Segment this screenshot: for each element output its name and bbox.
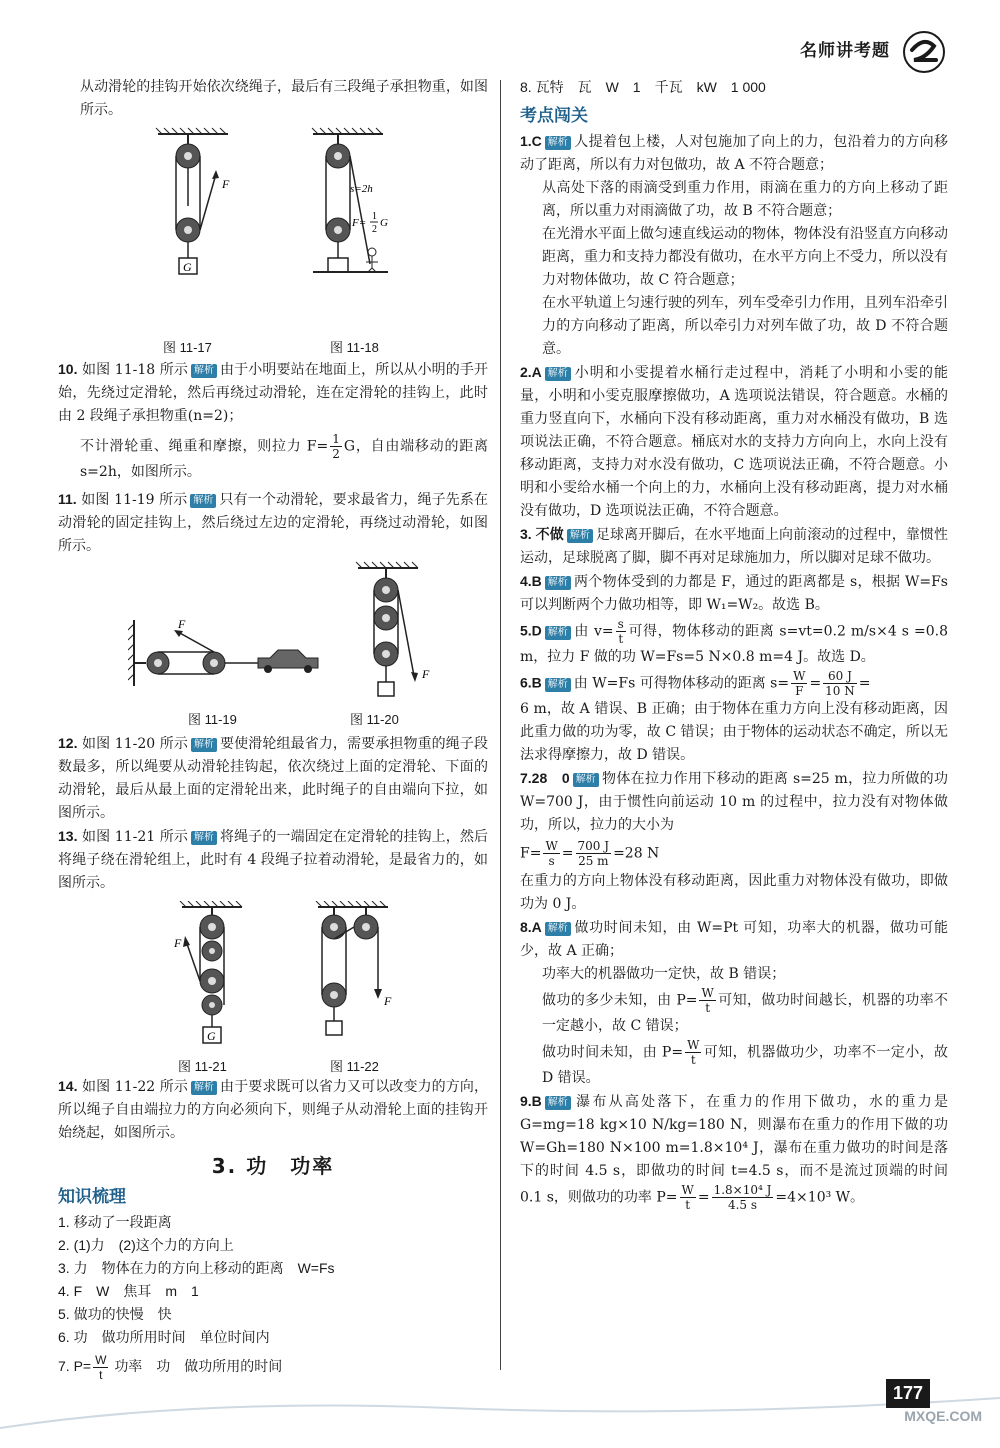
r8c-numerator: W: [701, 986, 714, 1000]
answer-12-text: 要使滑轮组最省力，需要承担物重的绳子段数最多，所以绳要从动滑轮挂钩起，依次绕过上面的定滑轮、下面的动滑轮，最后从最上面的定滑轮出来，此时绳子的自由端向下拉，如图所示。: [58, 736, 489, 821]
r9-denominator-2: 4.5 s: [727, 1198, 758, 1212]
r6-denominator-2: 10 N: [825, 684, 855, 698]
caption-fig-11-20: 图 11-20: [350, 712, 399, 727]
half-denominator: 2: [332, 447, 340, 461]
figures-11-21-22: [58, 895, 488, 1075]
r6-numerator-1: W: [793, 669, 806, 683]
analysis-tag: 解析: [191, 364, 217, 378]
analysis-tag: 解析: [567, 529, 593, 543]
answer-13-text: 将绳子的一端固定在定滑轮的挂钩上，然后将绳子绕在滑轮组上，此时有 4 段绳子拉着动滑轮，是最省力的，如图所示。: [58, 829, 489, 891]
answer-13-number: 13.: [58, 828, 78, 844]
knowledge-item-4: 4. F W 焦耳 m 1: [58, 1283, 199, 1299]
r6-numerator-2: 60 J: [823, 669, 857, 684]
answer-r5: [520, 617, 948, 669]
knowledge-item-6: 6. 功 做功所用时间 单位时间内: [58, 1329, 270, 1345]
section-checkpoint-heading: 考点闯关: [520, 106, 588, 126]
r5-numerator: s: [617, 617, 624, 631]
answer-10-cont: [58, 432, 488, 484]
answer-12-number: 12.: [58, 735, 78, 751]
answer-r8-d1: 做功时间未知，由 P=: [542, 1044, 684, 1061]
fig19-force-label: F: [178, 617, 186, 631]
answer-r1-c: 在光滑水平面上做匀速直线运动的物体，物体没有沿竖直方向移动距离，重力和支持力都没有做功，在水平方向上不受力，所以没有力对物体做功，故 C 符合题意；: [542, 226, 948, 288]
answer-r6-number: 6.B: [520, 674, 542, 691]
answer-14: [58, 1075, 488, 1145]
answer-r4-number: 4.B: [520, 573, 542, 589]
r9-numerator-1: W: [681, 1183, 694, 1197]
knowledge-list: [58, 1211, 488, 1382]
answer-r6: [520, 669, 948, 698]
section-knowledge-heading: 知识梳理: [58, 1187, 126, 1207]
r7-equals: =: [561, 845, 574, 862]
answer-14-text: 由于要求既可以省力又可以改变力的方向，所以绳子自由端拉力的方向必须向下，则绳子从动滑轮上面的挂钩开始绕起，如图所示。: [58, 1079, 489, 1141]
answer-r8: [520, 916, 948, 963]
r7-numerator-2: 700 J: [577, 839, 610, 853]
fig21-force-label: F: [174, 936, 182, 950]
caption-fig-11-18: 图 11-18: [330, 340, 379, 355]
answer-r9: [520, 1090, 948, 1212]
answer-r7: [520, 767, 948, 837]
brand-logo-icon: [900, 28, 948, 76]
answer-13: [58, 825, 488, 895]
analysis-tag: 解析: [190, 494, 216, 508]
caption-fig-11-19: 图 11-19: [188, 712, 237, 727]
fig22-force-label: F: [384, 994, 392, 1008]
half-numerator: 1: [332, 432, 340, 446]
answer-r5-number: 5.D: [520, 622, 542, 639]
knowledge-item-7-b: 功率 功 做功所用的时间: [114, 1358, 283, 1375]
left-column: [58, 76, 488, 1382]
analysis-tag: 解析: [545, 626, 571, 640]
knowledge-item-8: 8. 瓦特 瓦 W 1 千瓦 kW 1 000: [520, 79, 766, 95]
answer-r8-d2: 可知，机器做功少，功率不一定小，故 D 错误。: [542, 1044, 948, 1086]
answer-r1-text: 人提着包上楼，人对包施加了向上的力，包沿着力的方向移动了距离，所以有力对包做功，故 A 不符合题意；: [520, 134, 948, 173]
page-number: 177: [886, 1379, 930, 1408]
answer-10-text-c2: G，自由端移动的距离 s=2h，如图所示。: [80, 438, 488, 480]
analysis-tag: 解析: [545, 1096, 571, 1110]
answer-12-ref: 如图 11-20 所示: [82, 736, 188, 752]
r8d-denominator: t: [690, 1053, 696, 1067]
caption-fig-11-17: 图 11-17: [163, 340, 212, 355]
answer-r9-text: 瀑布从高处落下，在重力的作用下做功，水的重力是 G=mg=18 kg×10 N/kg=180 N，则瀑布在重力的作用下做的功 W=Gh=180 N×100 m=1.8×10⁴ J，瀑布在重力做功的时间是落下的时间 4.5 s，即做功的时间 t=4.5 s，而不是流过顶端的时间 0.1 s，则做功的功率 P=: [520, 1094, 948, 1206]
answer-10-number: 10.: [58, 361, 78, 377]
column-divider: [500, 80, 501, 1370]
answer-r1-d: 在水平轨道上匀速行驶的列车，列车受牵引力作用，且列车沿牵引力的方向移动了距离，所以牵引力对列车做了功，故 D 不符合题意。: [542, 295, 948, 357]
answer-11-ref: 如图 11-19 所示: [81, 492, 188, 508]
answer-r4-text: 两个物体受到的力都是 F，通过的距离都是 s，根据 W=Fs 可以判断两个力做功相等，即 W₁=W₂。故选 B。: [520, 574, 948, 613]
knowledge-item-2: 2. (1)力 (2)这个力的方向上: [58, 1237, 234, 1253]
answer-r2-text: 小明和小雯提着水桶行走过程中，消耗了小明和小雯的能量，小明和小雯克服摩擦做功，A 选项说法错误，符合题意。水桶的重力竖直向下，水桶向下没有移动距离，重力对水桶没有做功，B 选项说法正确，不符合题意。桶底对水的支持力方向向上，水向上没有移动距离，支持力对水没有做功，C 选项说法正确，不符合题意。小明和小雯给水桶一个向上的力，水桶向上没有移动距离，提力对水桶没有做功，D 选项说法正确，不符合题意。: [520, 365, 948, 519]
r6-denominator-1: F: [795, 684, 804, 698]
analysis-tag: 解析: [545, 678, 571, 692]
answer-13-ref: 如图 11-21 所示: [82, 829, 188, 845]
answer-11-number: 11.: [58, 491, 77, 507]
r9-numerator-2: 1.8×10⁴ J: [713, 1183, 772, 1197]
answer-r6-b: 6 m，故 A 错误、B 正确；由于物体在重力方向上没有移动距离，因此重力做的功为零，故 C 错误；由于物体的运动状态不确定，所以无法求得摩擦力，故 D 错误。: [520, 701, 948, 763]
fig18-force-eq: F=: [352, 217, 367, 229]
answer-r3-number: 3. 不做: [520, 526, 564, 542]
analysis-tag: 解析: [545, 922, 571, 936]
analysis-tag: 解析: [545, 576, 571, 590]
knowledge-item-3: 3. 力 物体在力的方向上移动的距离 W=Fs: [58, 1260, 335, 1276]
answer-r5-a: 由 v=: [573, 623, 614, 640]
analysis-tag: 解析: [191, 1081, 217, 1095]
r7-result: =28 N: [613, 845, 660, 862]
pulley-diagram-11-17-18: [138, 126, 418, 316]
knowledge-item-7-a: 7. P=: [58, 1358, 92, 1375]
answer-r6-a: 由 W=Fs 可得物体移动的距离 s=: [573, 675, 790, 692]
analysis-tag: 解析: [573, 773, 599, 787]
r8c-denominator: t: [705, 1001, 711, 1015]
fig18-half-den: 2: [372, 224, 377, 235]
answer-r4: [520, 570, 948, 617]
k7-denominator: t: [99, 1368, 103, 1382]
r5-denominator: t: [618, 632, 624, 646]
intro-text: 从动滑轮的挂钩开始依次绕绳子，最后有三段绳子承担物重，如图所示。: [80, 79, 488, 118]
answer-r1-number: 1.C: [520, 133, 542, 149]
answer-10-text: 由于小明要站在地面上，所以从小明的手开始，先绕过定滑轮，然后再绕过动滑轮，连在定滑轮的挂钩上，此时由 2 段绳子承担物重(n=2)；: [58, 362, 489, 424]
r9-equals: =: [697, 1189, 710, 1206]
answer-r8-c: [520, 986, 948, 1038]
answer-14-ref: 如图 11-22 所示: [82, 1079, 188, 1095]
answer-r1-b: 从高处下落的雨滴受到重力作用，雨滴在重力的方向上移动了距离，所以重力对雨滴做了功，故 B 不符合题意；: [542, 180, 948, 219]
k7-numerator: W: [95, 1353, 107, 1367]
right-column: [520, 76, 948, 1212]
answer-11: [58, 488, 488, 558]
fig18-weight-label: G: [380, 217, 388, 229]
r7-denominator-1: s: [548, 854, 555, 868]
r8d-numerator: W: [687, 1038, 700, 1052]
answer-11-text: 只有一个动滑轮，要求最省力，绳子先系在动滑轮的固定挂钩上，然后绕过左边的定滑轮，再绕过动滑轮，如图所示。: [58, 492, 489, 554]
answer-r3: [520, 523, 948, 570]
answer-r7-text: 物体在拉力作用下移动的距离 s=25 m，拉力所做的功 W=700 J，由于惯性向前运动 10 m 的过程中，拉力没有对物体做功，所以，拉力的大小为: [520, 771, 948, 833]
fig18-half-num: 1: [372, 211, 377, 222]
analysis-tag: 解析: [545, 136, 571, 150]
fig20-force-label: F: [422, 667, 430, 681]
answer-r3-text: 足球离开脚后，在水平地面上向前滚动的过程中，靠惯性运动，足球脱离了脚，脚不再对足球施加力，所以脚对足球不做功。: [520, 527, 948, 566]
r6-equals: =: [809, 675, 822, 692]
answer-r2-number: 2.A: [520, 364, 542, 380]
analysis-tag: 解析: [191, 738, 217, 752]
answer-r7-equation: [520, 839, 948, 868]
answer-r8-text: 做功时间未知，由 W=Pt 可知，功率大的机器，做功可能少，故 A 正确；: [520, 920, 948, 959]
answer-10: [58, 358, 488, 428]
header-brand: 名师讲考题: [800, 41, 890, 61]
chapter-title: 3. 功 功率: [211, 1154, 335, 1178]
r7-f: F=: [520, 845, 542, 862]
fig17-force-label: F: [222, 177, 230, 191]
knowledge-item-1: 1. 移动了一段距离: [58, 1214, 172, 1230]
answer-r1: [520, 130, 948, 177]
answer-r8-c1: 做功的多少未知，由 P=: [542, 992, 698, 1009]
answer-r7-b: 在重力的方向上物体没有移动距离，因此重力对物体没有做功，即做功为 0 J。: [520, 873, 948, 912]
answer-r5-b: 可得，物体移动的距离 s=vt=0.2 m/s×4 s =0.8 m，拉力 F 做的功 W=Fs=5 N×0.8 m=4 J。故选 D。: [520, 623, 948, 665]
answer-12: [58, 732, 488, 825]
fig21-weight-label: G: [207, 1029, 216, 1043]
footer-wave-decoration: [0, 1368, 1000, 1448]
watermark: MXQE.COM: [904, 1408, 982, 1424]
answer-r8-b: 功率大的机器做功一定快，故 B 错误；: [542, 966, 786, 982]
figures-11-19-20: [58, 558, 488, 726]
answer-14-number: 14.: [58, 1078, 78, 1094]
fig18-distance-label: s=2h: [350, 183, 373, 195]
answer-r8-number: 8.A: [520, 919, 542, 935]
answer-r9-number: 9.B: [520, 1093, 542, 1109]
r6-tail: =: [858, 675, 871, 692]
r9-denominator-1: t: [685, 1198, 691, 1212]
pulley-diagram-11-19-20: [128, 560, 488, 708]
knowledge-item-5: 5. 做功的快慢 快: [58, 1306, 172, 1322]
fig17-weight-label: G: [183, 260, 192, 274]
answer-10-ref: 如图 11-18 所示: [82, 362, 188, 378]
answer-r7-number: 7.28 0: [520, 770, 570, 786]
pulley-diagram-11-21-22: [158, 901, 438, 1053]
r7-numerator-1: W: [545, 839, 558, 853]
answer-10-text-c1: 不计滑轮重、绳重和摩擦，则拉力 F=: [80, 438, 329, 455]
analysis-tag: 解析: [191, 831, 217, 845]
answer-r2: [520, 361, 948, 523]
caption-fig-11-21: 图 11-21: [178, 1059, 227, 1074]
r9-result: =4×10³ W。: [775, 1189, 865, 1206]
figures-11-17-18: [58, 122, 488, 355]
r7-denominator-2: 25 m: [578, 854, 609, 868]
answer-r8-c2: 可知，做功时间越长，机器的功率不一定越小，故 C 错误；: [542, 992, 948, 1034]
analysis-tag: 解析: [545, 367, 571, 381]
caption-fig-11-22: 图 11-22: [330, 1059, 379, 1074]
answer-r8-d: [520, 1038, 948, 1090]
